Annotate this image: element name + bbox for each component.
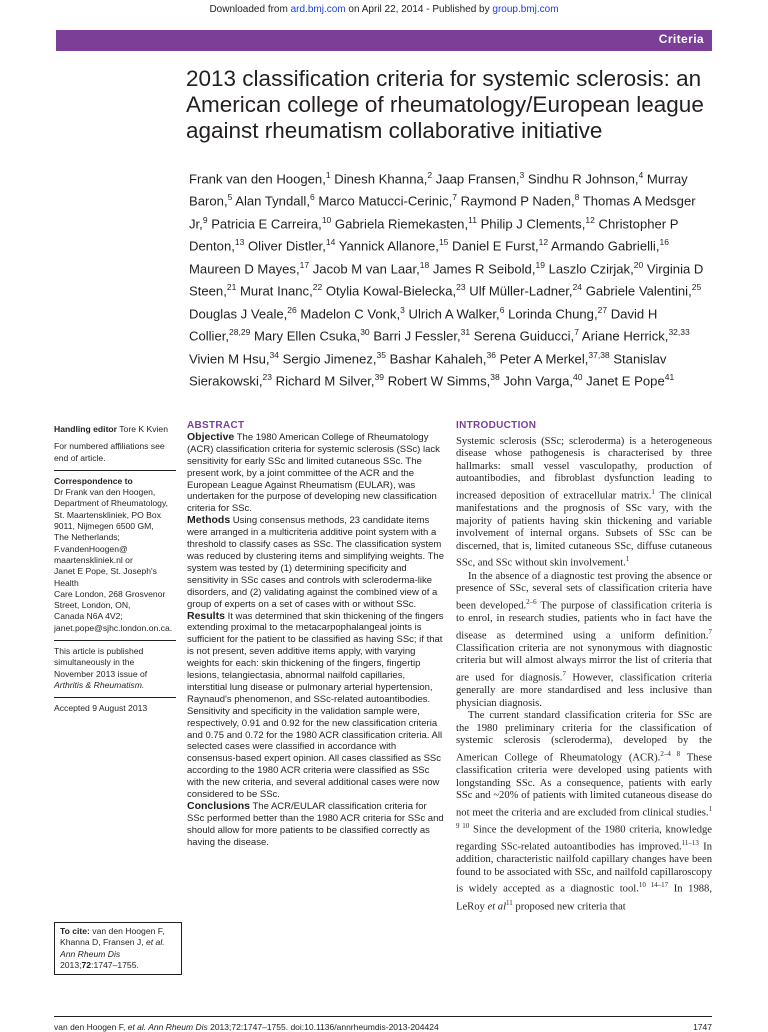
author-name: Yannick Allanore, [338,238,439,254]
affiliation-ref: 18 [419,259,430,270]
intro-paragraph-2 [456,571,712,711]
correspondence-line: janet.pope@sjhc.london.on.ca. [54,622,173,633]
methods-label: Methods [187,514,231,527]
author-name: Raymond P Naden, [460,193,575,209]
affiliation-ref: 12 [538,237,549,248]
author-name: Christopher P Denton, [189,216,679,254]
correspondence-address [54,487,176,634]
published-line: This article is published [54,646,144,657]
sidebar [54,424,176,715]
author-name: Robert W Simms, [387,373,491,389]
correspondence-line: St. Maartenskliniek, PO Box [54,509,161,520]
affiliation-ref: 38 [490,372,500,383]
citation-ref: 7 [708,627,712,636]
page-number: 1747 [693,1022,712,1032]
handling-editor-name: Tore K Kvien [117,424,168,434]
abstract-methods [187,515,445,610]
author-name: Laszlo Czirjak, [548,261,634,277]
introduction-heading: INTRODUCTION [456,420,537,431]
affiliation-ref: 26 [287,304,297,315]
abstract-results [187,611,445,802]
correspondence-line: maartenskliniek.nl or [54,554,133,565]
footer-divider [54,1016,712,1017]
affiliation-ref: 3 [519,170,525,180]
affiliation-ref: 37,38 [588,349,610,360]
published-note [54,646,176,680]
intro-paragraph-3 [456,710,712,914]
author-name: Jaap Fransen, [435,171,520,187]
intro-text: In the absence of a diagnostic test proving the absence or presence of SSc, several sets of classification criteria have been developed. [456,570,712,612]
intro-paragraph-1 [456,436,712,571]
correspondence-line: Care London, 268 Grosvenor [54,588,166,599]
citation-ref: 1 [625,555,630,564]
citation-box [54,922,182,975]
affiliation-ref: 25 [691,282,702,293]
affiliation-ref: 31 [460,327,471,338]
cite-etal: et al. [143,937,165,948]
intro-text: The purpose of classification criteria is to enrol, in research studies, patients who in fact have the disease as determined using a uniform definition. [456,600,712,642]
correspondence-line: Janet E Pope, St. Joseph's Health [54,566,157,588]
affiliation-ref: 13 [234,237,245,248]
affiliation-ref: 3 [400,304,405,315]
intro-text: proposed new criteria that [512,901,626,913]
author-name: Daniel E Furst, [452,238,539,254]
citation-ref: 2–4 8 [660,749,681,758]
author-name: Madelon C Vonk, [300,306,401,322]
author-name: Vivien M Hsu, [189,350,270,366]
affiliation-ref: 21 [226,282,237,293]
author-name: Philip J Clements, [480,216,586,232]
citation-ref: 10 14–17 [638,881,669,890]
author-list [189,166,709,391]
affiliation-ref: 9 [202,214,208,225]
affiliation-ref: 41 [664,372,675,383]
affiliation-ref: 10 [321,214,332,225]
affiliation-ref: 16 [659,237,669,248]
affiliation-ref: 8 [574,192,580,203]
citation-ref: 1 [651,487,655,496]
intro-text: These classification criteria were developed using patients with longstanding SSc. As a consequence, patients with early SSc and ~20% of patients with limited cutaneous disease do not meet the criteria and are excluded from clinical studies. [456,752,713,819]
intro-text: The clinical manifestations and the prognosis of SSc vary, with the majority of patients having skin thickening and variable involvement of internal organs. Subsets of SSc can be discerned, that is, limited cutaneous SSc, diffuse cutaneous SSc, and SSc without skin involvement. [456,490,712,569]
author-name: Virginia D Steen, [189,261,704,299]
author-name: Lorinda Chung, [508,306,598,322]
correspondence-line: 9011, Nijmegen 6500 GM, [54,521,154,532]
affiliation-ref: 4 [638,170,644,180]
download-text: Downloaded from [209,4,291,15]
citation-ref: 1 9 10 [456,804,712,830]
correspondence-line: F.vandenHoogen@ [54,543,128,554]
intro-text: However, classification criteria generally are more standardised and less inclusive than physician diagnosis. [456,672,712,709]
correspondence-line: Street, London, ON, [54,600,131,611]
author-name: Gabriela Riemekasten, [334,216,469,232]
affiliation-ref: 27 [597,304,608,315]
affiliation-ref: 34 [269,349,280,360]
abstract [187,420,445,849]
section-band [56,30,712,51]
intro-text: Since the development of the 1980 criteria, knowledge regarding SSc-related autoantibodies has improved. [456,824,712,853]
published-line: November 2013 issue of [54,668,148,679]
affiliation-ref: 30 [360,327,370,338]
affiliation-ref: 36 [486,349,496,360]
footer-doi: 2013;72:1747–1755. doi:10.1136/annrheumdis-2013-204424 [207,1022,439,1032]
author-name: Murat Inanc, [239,283,313,299]
conclusions-text: The ACR/EULAR classification criteria for SSc performed better than the 1980 ACR criteria for SSc and should allow for more patients to be classified correctly as having the disease. [187,801,444,848]
author-name: Murray Baron, [189,171,688,209]
cite-authors: van den Hoogen F, Khanna D, Fransen J, [60,926,165,948]
author-name: Oliver Distler, [247,238,326,254]
affiliation-ref: 5 [227,192,233,203]
citation-ref: 11 [506,898,513,907]
objective-label: Objective [187,430,235,443]
author-name: Richard M Silver, [275,373,375,389]
affiliation-ref: 39 [374,372,385,383]
article-title: 2013 classification criteria for systemic sclerosis: an American college of rheumatology/European league against rheumatism collaborative initiative [186,66,704,143]
author-name: Bashar Kahaleh, [389,350,487,366]
citation-ref: 7 [562,669,566,678]
citation-ref: 11–13 [681,839,699,848]
author-name: Dinesh Khanna, [334,171,428,187]
affiliation-ref: 24 [572,282,583,293]
author-name: David H Collier, [189,306,658,344]
handling-editor-label: Handling editor [54,424,118,434]
author-name: Marco Matucci-Cerinic, [318,193,453,209]
author-name: Janet E Pope [586,373,665,389]
divider [54,697,176,698]
conclusions-label: Conclusions [187,800,251,812]
section-label: Criteria [658,32,704,46]
affiliation-ref: 22 [312,282,323,293]
divider [54,470,176,471]
author-name: Ulrich A Walker, [408,306,500,322]
author-name: Peter A Merkel, [499,350,589,366]
affiliation-ref: 19 [535,259,545,270]
author-name: John Varga, [503,373,574,389]
affiliations-note: For numbered affiliations see end of article. [54,441,165,463]
author-name: Armando Gabrielli, [551,238,660,254]
author-name: James R Seibold, [432,261,536,277]
author-name: Alan Tyndall, [235,193,310,209]
download-text-mid: on April 22, 2014 - Published by [345,4,493,15]
affiliation-ref: 7 [452,192,457,203]
affiliation-ref: 11 [468,214,477,225]
affiliation-ref: 12 [585,214,595,225]
author-name: Otylia Kowal-Bielecka, [325,283,457,299]
citation-ref: 2–6 [526,597,537,606]
affiliation-ref: 14 [325,237,336,248]
author-name: Thomas A Medsger Jr, [189,193,696,232]
abstract-heading: ABSTRACT [187,420,245,431]
footer-journal: Ann Rheum Dis [146,1022,208,1032]
divider [54,640,176,641]
cite-journal: Ann Rheum Dis [60,948,121,959]
affiliation-ref: 2 [427,170,433,180]
correspondence-line: Canada N6A 4V2; [54,611,123,622]
author-name: Gabriele Valentini, [585,283,692,299]
affiliation-ref: 17 [299,259,310,270]
introduction [456,420,712,914]
abstract-objective [187,432,445,515]
affiliation-ref: 23 [262,372,272,383]
journal-name [54,680,176,691]
affiliation-ref: 6 [309,192,315,203]
affiliation-ref: 1 [325,170,331,180]
correspondence-line: The Netherlands; [54,532,120,543]
affiliation-ref: 28,29 [229,327,251,338]
affiliation-ref: 6 [499,304,505,315]
affiliation-ref: 20 [633,259,644,270]
affiliation-ref: 15 [438,237,449,248]
author-name: Mary Ellen Csuka, [253,328,361,344]
journal-italic: Arthritis & Rheumatism. [54,679,145,690]
cite-label: To cite: [60,926,90,936]
intro-text: The current standard classification criteria for SSc are the 1980 preliminary criteria for the classification of systemic sclerosis (scleroderma), developed by the American College of Rheumatology (ACR). [456,710,712,764]
results-label: Results [187,609,225,622]
group-link[interactable]: group.bmj.com [492,4,559,15]
intro-text: In 1988, LeRoy [456,883,712,913]
affiliation-ref: 35 [376,349,387,360]
author-name: Ariane Herrick, [581,328,669,344]
author-name: Barri J Fessler, [373,328,461,344]
objective-text: The 1980 American College of Rheumatology (ACR) classification criteria for systemic sclerosis (SSc) lack sensitivity for early SSc and limited cutaneous SSc. The present work, by a joint committee of the ACR and the European League Against Rheumatism (EULAR), was undertaken for the purpose of developing new classification criteria for SSc. [187,431,440,515]
download-notice [0,4,768,15]
cite-year: 2013; [60,959,82,970]
author-name: Jacob M van Laar, [312,261,420,277]
correspondence-line: Dr Frank van den Hoogen, [54,487,156,498]
intro-etal: et al [484,901,507,913]
author-name: Maureen D Mayes, [189,261,300,277]
author-name: Sindhu R Johnson, [527,171,639,187]
author-name: Patricia E Carreira, [211,216,322,232]
author-name: Serena Guiducci, [473,328,575,344]
methods-text: Using consensus methods, 23 candidate items were arranged in a multicriteria additive point system with a threshold to classify cases as SSc. The classification system was reduced by clustering items and simplifying weights. The system was tested by (1) determining specificity and sensitivity in SSc cases and controls with scleroderma-like disorders, and (2) validating against the combined view of a group of experts on a set of cases with or without SSc. [187,515,444,610]
author-name: Stanislav Sierakowski, [189,350,667,389]
abstract-conclusions [187,801,445,849]
results-text: It was determined that skin thickening of the fingers extending proximal to the metacarpophalangeal joints is sufficient for the patient to be classified as having SSc; if that is not present, seven additive items apply, with varying weights for each: skin thickening of the fingers, fingertip lesions, telangiectasia, abnormal nailfold capillaries, interstitial lung disease or pulmonary arterial hypertension, Raynaud's phenomenon, and SSc-related autoantibodies. Sensitivity and specificity in the validation sample were, respectively, 0.91 and 0.92 for the new classification criteria and 0.75 and 0.72 for the 1980 ACR classification criteria. All selected cases were classified in accordance with consensus-based expert opinion. All cases classified as SSc according to the 1980 ACR criteria were classified as SSc with the new criteria, and several additional cases were now considered to be SSc. [187,610,444,801]
published-line: simultaneously in the [54,657,135,668]
ard-link[interactable]: ard.bmj.com [290,4,346,15]
handling-editor [54,424,176,435]
affiliation-ref: 32,33 [668,327,690,338]
affiliation-ref: 7 [574,327,579,338]
intro-text: In addition, characteristic nailfold capillary changes have been found to be associated with SSc, and nailfold capillaroscopy is widely accepted as a diagnostic tool. [456,841,712,895]
affiliation-ref: 23 [456,282,466,293]
author-name: Frank van den Hoogen, [189,171,326,187]
correspondence-label: Correspondence to [54,475,133,486]
footer-etal: et al. [125,1022,147,1032]
footer-authors: van den Hoogen F, [54,1022,126,1032]
intro-text: Systemic sclerosis (SSc; scleroderma) is a heterogeneous disease whose pathogenesis is characterised by three hallmarks: small vessel vasculopathy, production of autoantibodies, and fibroblast dysfunction leading to increased deposition of extracellular matrix. [456,435,712,502]
correspondence-heading [54,476,176,487]
cite-pages: :1747–1755. [91,959,139,970]
accepted-date: Accepted 9 August 2013 [54,703,148,714]
author-name: Douglas J Veale, [189,306,288,322]
correspondence-line: Department of Rheumatology, [54,498,169,509]
author-name: Sergio Jimenez, [282,350,377,366]
author-name: Ulf Müller-Ladner, [469,283,573,299]
cite-volume: 72 [81,959,92,970]
intro-text: Classification criteria are not synonymous with diagnostic criteria but will almost always mirror the list of criteria that are used for diagnosis. [456,642,712,684]
affiliation-ref: 40 [573,372,583,383]
